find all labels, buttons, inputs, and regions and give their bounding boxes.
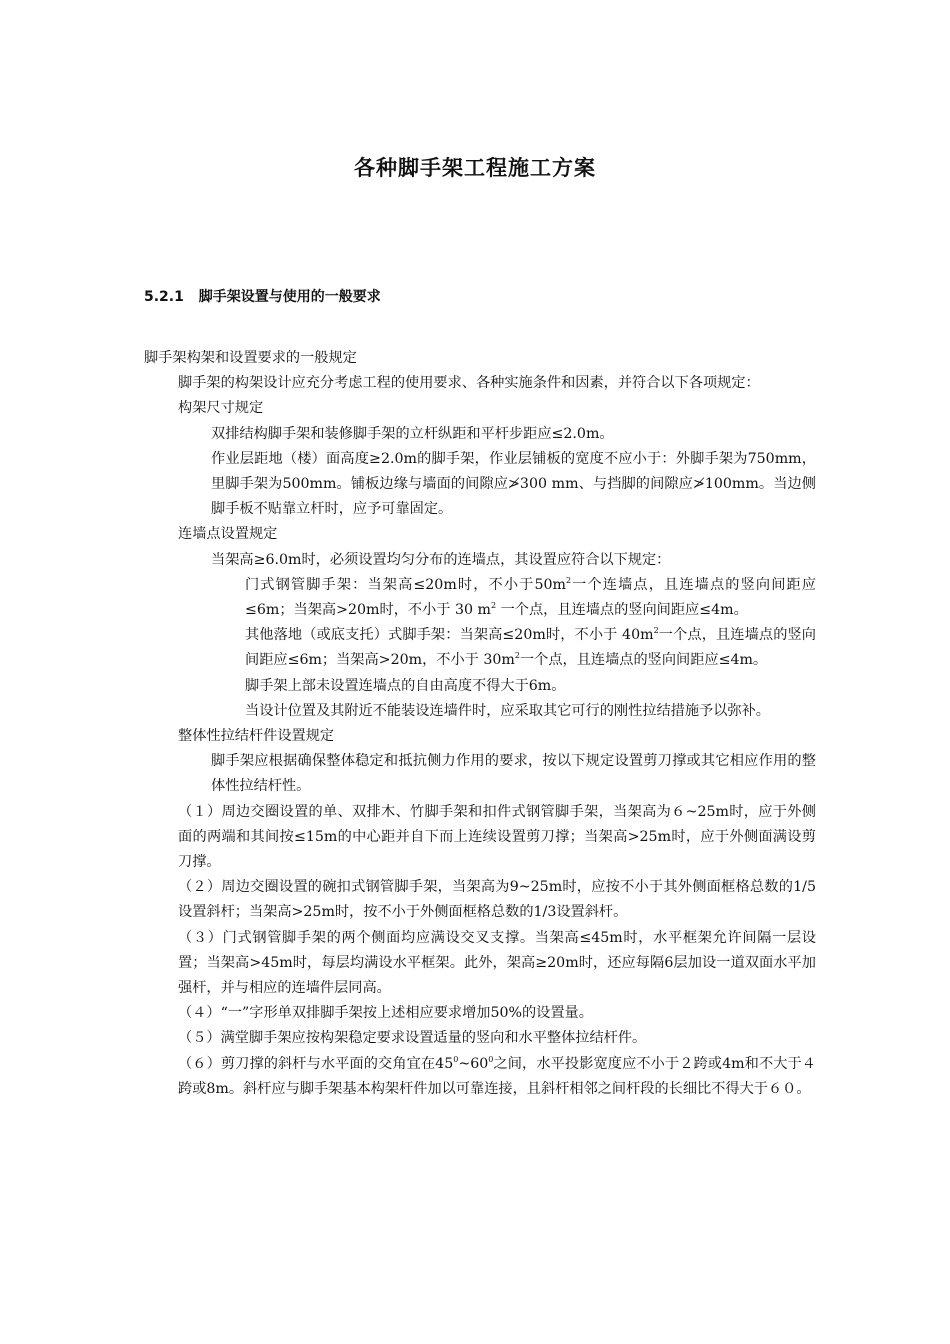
list-item-5: （５）满堂脚手架应按构架稳定要求设置适量的竖向和水平整体拉结杆件。 bbox=[178, 1030, 647, 1047]
paragraph-wall-tie-intro: 当架高≥6.0m时，必须设置均匀分布的连墙点，其设置应符合以下规定： bbox=[211, 551, 671, 568]
list-item-3: （３）门式钢管脚手架的两个侧面均应满设交叉支撑。当架高≤45m时，水平框架允许间隔一层设置；当架高>45m时，每层均满设水平框架。此外，架高≥20m时，还应每隔6层加设一道双面水平加强杆，并与相应的连墙件层同高。 bbox=[178, 929, 816, 997]
paragraph-bracing-intro: 脚手架应根据确保整体稳定和抵抗侧力作用的要求，按以下规定设置剪刀撑或其它相应作用的整体性拉结杆性。 bbox=[211, 753, 816, 795]
paragraph-spacing: 双排结构脚手架和装修脚手架的立杆纵距和平杆步距应≤2.0m。 bbox=[211, 425, 614, 442]
heading-integral-bracing: 整体性拉结杆件设置规定 bbox=[178, 728, 335, 745]
document-title: 各种脚手架工程施工方案 bbox=[354, 156, 596, 180]
heading-frame-size: 构架尺寸规定 bbox=[178, 400, 264, 417]
section-title: 脚手架设置与使用的一般要求 bbox=[198, 289, 381, 305]
heading-wall-ties: 连墙点设置规定 bbox=[178, 526, 278, 543]
list-item-4: （４）“一”字形单双排脚手架按上述相应要求增加50%的设置量。 bbox=[178, 1005, 593, 1022]
paragraph-free-height: 脚手架上部未设置连墙点的自由高度不得大于6m。 bbox=[245, 677, 566, 694]
document-body bbox=[144, 346, 816, 1102]
section-heading bbox=[144, 286, 381, 306]
paragraph-general-rules: 脚手架构架和设置要求的一般规定 bbox=[144, 350, 357, 366]
paragraph-other-scaffold: 其他落地（或底支托）式脚手架：当架高≤20m时，不小于 $40m^2$一个点，且连墙点的竖向间距应≤6m；当架高>20m，不小于 $30m^2$一个点，且连墙点的竖向间距应≤4m。 bbox=[245, 626, 816, 669]
paragraph-rigid-ties: 当设计位置及其附近不能装设连墙件时，应采取其它可行的刚性拉结措施予以弥补。 bbox=[245, 702, 770, 719]
paragraph-portal-scaffold: 门式钢管脚手架：当架高≤20m时，不小于$50m^2$一个连墙点，且连墙点的竖向间距应≤6m；当架高>20m时，不小于 30 $m^2$ 一个点，且连墙点的竖向间距应≤4m。 bbox=[245, 575, 816, 619]
list-item-2: （２）周边交圈设置的碗扣式钢管脚手架，当架高为9~25m时，应按不小于其外侧面框格总数的1/5设置斜杆；当架高>25m时，按不小于外侧面框格总数的1/3设置斜杆。 bbox=[178, 879, 816, 921]
paragraph-work-layer: 作业层距地（楼）面高度≥2.0m的脚手架，作业层铺板的宽度不应小于：外脚手架为750mm，里脚手架为500mm。铺板边缘与墙面的间隙应≯300 mm、与挡脚的间隙应≯100mm。当边侧脚手板不贴靠立杆时，应予可靠固定。 bbox=[211, 450, 816, 518]
section-number: 5.2.1 bbox=[144, 289, 184, 305]
list-item-1: （１）周边交圈设置的单、双排木、竹脚手架和扣件式钢管脚手架，当架高为６~25m时，应于外侧面的两端和其间按≤15m的中心距并自下而上连续设置剪刀撑；当架高>25m时，应于外侧面满设剪刀撑。 bbox=[178, 803, 816, 871]
paragraph-design-intro: 脚手架的构架设计应充分考虑工程的使用要求、各种实施条件和因素，并符合以下各项规定： bbox=[178, 375, 760, 392]
list-item-6: （６）剪刀撑的斜杆与水平面的交角宜在$45^0\sim 60^0$之间，水平投影宽度应不小于２跨或4m和不大于４跨或8m。斜杆应与脚手架基本构架杆件加以可靠连接，且斜杆相邻之间杆段的长细比不得大于６０。 bbox=[178, 1054, 816, 1097]
